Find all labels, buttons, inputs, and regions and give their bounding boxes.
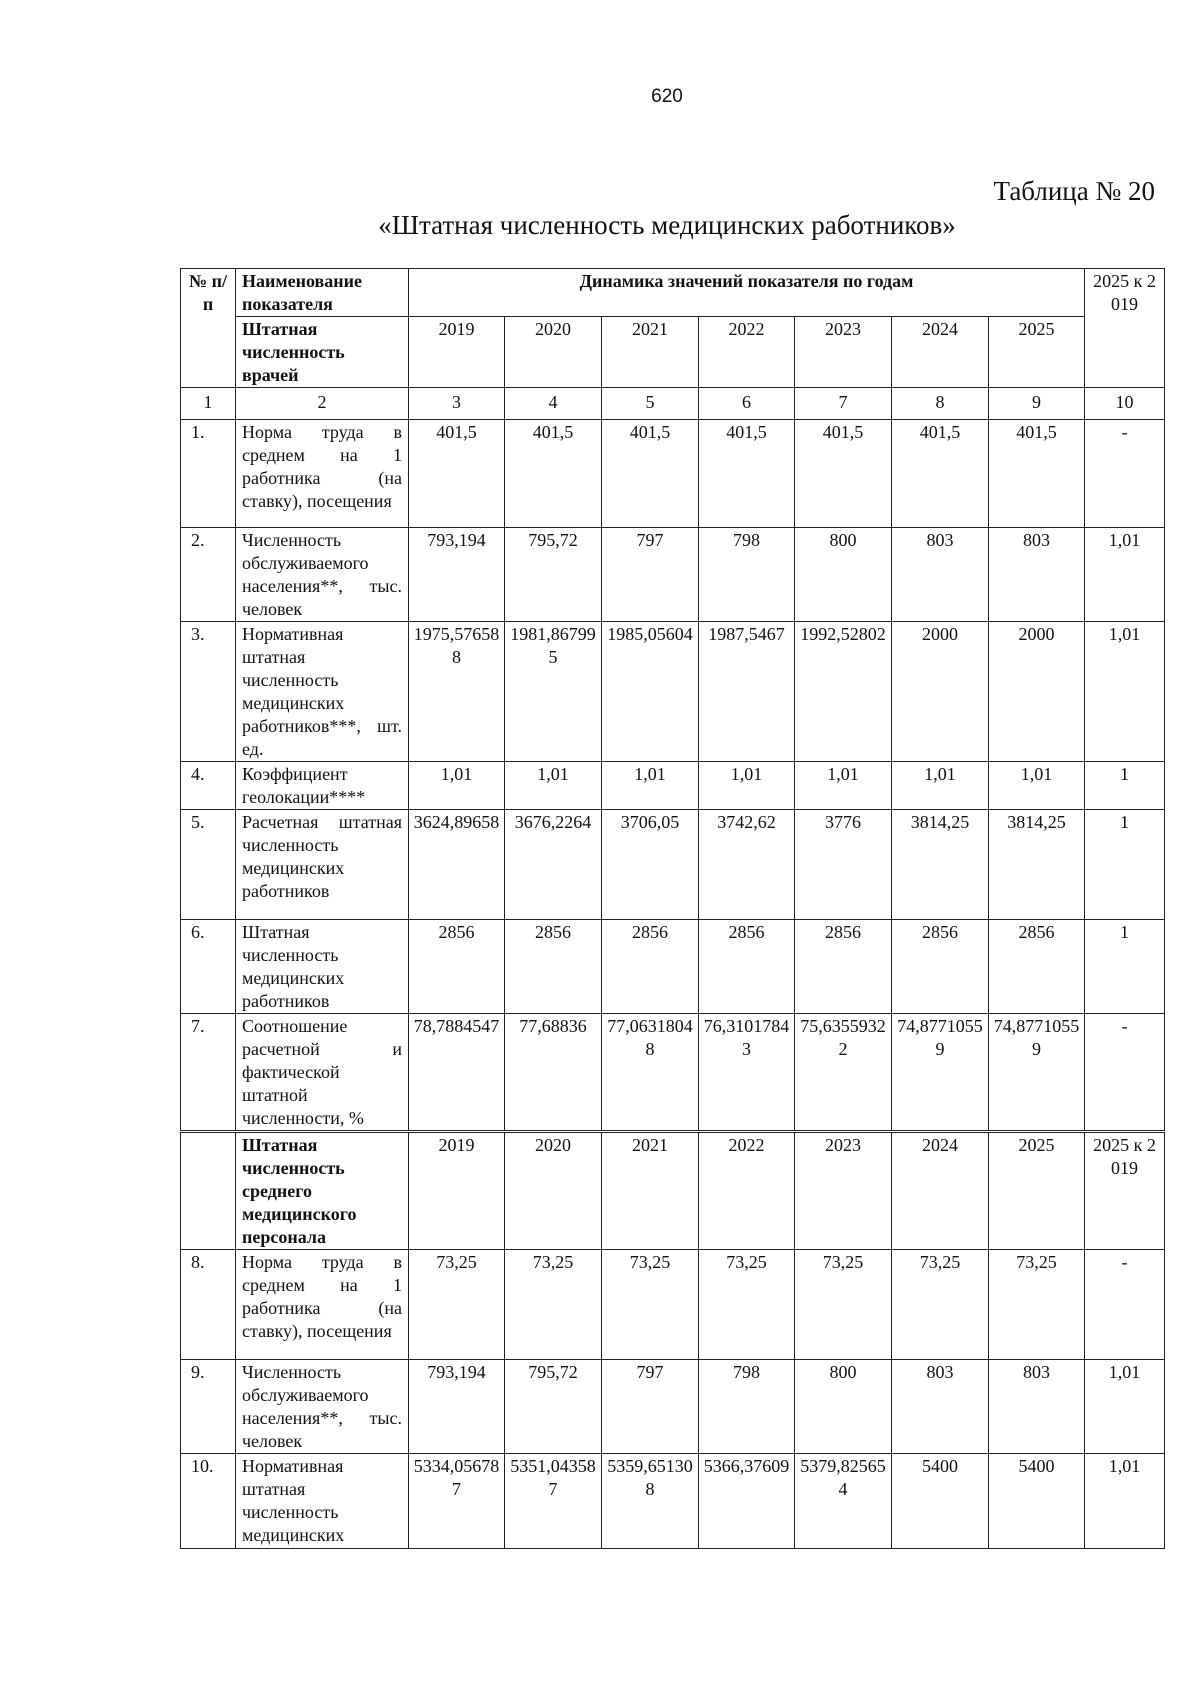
row-value: 2856 bbox=[602, 920, 699, 1014]
row-value: 795,72 bbox=[505, 528, 602, 622]
row-number: 1. bbox=[181, 420, 236, 528]
year-header: 2025 bbox=[989, 1132, 1085, 1250]
table-row bbox=[181, 1454, 1165, 1549]
row-name: Соотношение расчетной и фактической штатной численности, % bbox=[236, 1014, 409, 1132]
header-num-col: № п/п bbox=[181, 269, 236, 388]
row-value: 1975,576588 bbox=[409, 622, 505, 762]
row-value: 795,72 bbox=[505, 1360, 602, 1454]
row-value: 5379,825654 bbox=[795, 1454, 892, 1549]
column-index: 4 bbox=[505, 388, 602, 420]
year-header: 2020 bbox=[505, 317, 602, 388]
row-value: 3814,25 bbox=[892, 810, 989, 920]
page-number: 620 bbox=[651, 86, 683, 107]
table-row bbox=[181, 1360, 1165, 1454]
row-value: 78,7884547 bbox=[409, 1014, 505, 1132]
row-value: 800 bbox=[795, 1360, 892, 1454]
row-value: 73,25 bbox=[989, 1250, 1085, 1360]
year-header: 2019 bbox=[409, 317, 505, 388]
row-value: 1,01 bbox=[699, 762, 795, 810]
row-number: 3. bbox=[181, 622, 236, 762]
row-value: 2856 bbox=[505, 920, 602, 1014]
row-value: 2856 bbox=[699, 920, 795, 1014]
row-value: 74,87710559 bbox=[892, 1014, 989, 1132]
row-ratio: 1 bbox=[1085, 920, 1165, 1014]
row-number: 7. bbox=[181, 1014, 236, 1132]
header-dynamics-col: Динамика значений показателя по годам bbox=[409, 269, 1085, 317]
row-ratio: - bbox=[1085, 1014, 1165, 1132]
row-value: 75,63559322 bbox=[795, 1014, 892, 1132]
row-value: 3776 bbox=[795, 810, 892, 920]
year-header: 2022 bbox=[699, 1132, 795, 1250]
row-name: Нормативная штатная численность медицинских работников***, шт. ед. bbox=[236, 622, 409, 762]
row-value: 401,5 bbox=[989, 420, 1085, 528]
row-value: 73,25 bbox=[409, 1250, 505, 1360]
row-value: 1,01 bbox=[989, 762, 1085, 810]
row-ratio: 1,01 bbox=[1085, 1454, 1165, 1549]
row-ratio: 1,01 bbox=[1085, 1360, 1165, 1454]
row-value: 797 bbox=[602, 1360, 699, 1454]
section-nurses-ratio: 2025 к 2019 bbox=[1085, 1132, 1165, 1250]
year-header: 2021 bbox=[602, 1132, 699, 1250]
year-header: 2024 bbox=[892, 317, 989, 388]
row-value: 3814,25 bbox=[989, 810, 1085, 920]
row-value: 798 bbox=[699, 528, 795, 622]
table-row bbox=[181, 810, 1165, 920]
row-value: 5400 bbox=[989, 1454, 1085, 1549]
row-value: 2856 bbox=[409, 920, 505, 1014]
table-row bbox=[181, 762, 1165, 810]
row-value: 2856 bbox=[892, 920, 989, 1014]
row-value: 73,25 bbox=[892, 1250, 989, 1360]
row-ratio: 1,01 bbox=[1085, 622, 1165, 762]
row-name: Расчетная штатная численность медицинских работников bbox=[236, 810, 409, 920]
row-value: 401,5 bbox=[409, 420, 505, 528]
row-value: 803 bbox=[989, 1360, 1085, 1454]
row-value: 1987,5467 bbox=[699, 622, 795, 762]
section-nurses-row bbox=[181, 1132, 1165, 1250]
row-number: 5. bbox=[181, 810, 236, 920]
table-row bbox=[181, 1250, 1165, 1360]
row-name: Численность обслуживаемого населения**, тыс. человек bbox=[236, 528, 409, 622]
column-index: 10 bbox=[1085, 388, 1165, 420]
row-value: 1985,05604 bbox=[602, 622, 699, 762]
year-header: 2025 bbox=[989, 317, 1085, 388]
year-header: 2023 bbox=[795, 1132, 892, 1250]
row-value: 74,87710559 bbox=[989, 1014, 1085, 1132]
row-name: Численность обслуживаемого населения**, тыс. человек bbox=[236, 1360, 409, 1454]
row-value: 401,5 bbox=[699, 420, 795, 528]
column-index: 5 bbox=[602, 388, 699, 420]
row-number: 8. bbox=[181, 1250, 236, 1360]
table-row bbox=[181, 1014, 1165, 1132]
row-value: 797 bbox=[602, 528, 699, 622]
row-value: 5351,043587 bbox=[505, 1454, 602, 1549]
row-number: 9. bbox=[181, 1360, 236, 1454]
table-row bbox=[181, 420, 1165, 528]
year-header: 2024 bbox=[892, 1132, 989, 1250]
row-value: 1,01 bbox=[602, 762, 699, 810]
row-value: 2856 bbox=[989, 920, 1085, 1014]
row-value: 798 bbox=[699, 1360, 795, 1454]
row-value: 3706,05 bbox=[602, 810, 699, 920]
row-value: 76,31017843 bbox=[699, 1014, 795, 1132]
row-value: 2000 bbox=[892, 622, 989, 762]
row-value: 1,01 bbox=[505, 762, 602, 810]
row-value: 3742,62 bbox=[699, 810, 795, 920]
row-name: Норма труда в среднем на 1 работника (на ставку), посещения bbox=[236, 420, 409, 528]
row-value: 1,01 bbox=[409, 762, 505, 810]
row-value: 2000 bbox=[989, 622, 1085, 762]
row-name: Штатная численность медицинских работников bbox=[236, 920, 409, 1014]
row-value: 73,25 bbox=[699, 1250, 795, 1360]
row-value: 1,01 bbox=[892, 762, 989, 810]
row-value: 803 bbox=[989, 528, 1085, 622]
section-nurses-num bbox=[181, 1132, 236, 1250]
row-number: 10. bbox=[181, 1454, 236, 1549]
section-doctors-label: Штатная численность врачей bbox=[236, 317, 409, 388]
row-value: 803 bbox=[892, 1360, 989, 1454]
column-index: 7 bbox=[795, 388, 892, 420]
row-value: 3676,2264 bbox=[505, 810, 602, 920]
table-row bbox=[181, 622, 1165, 762]
row-value: 1992,52802 bbox=[795, 622, 892, 762]
row-ratio: 1,01 bbox=[1085, 528, 1165, 622]
table-row bbox=[181, 920, 1165, 1014]
column-index: 1 bbox=[181, 388, 236, 420]
row-value: 401,5 bbox=[505, 420, 602, 528]
column-index: 8 bbox=[892, 388, 989, 420]
row-name: Нормативная штатная численность медицинских bbox=[236, 1454, 409, 1549]
year-header: 2023 bbox=[795, 317, 892, 388]
row-ratio: - bbox=[1085, 1250, 1165, 1360]
row-value: 5359,651308 bbox=[602, 1454, 699, 1549]
table-row bbox=[181, 528, 1165, 622]
row-value: 77,06318048 bbox=[602, 1014, 699, 1132]
row-value: 5366,37609 bbox=[699, 1454, 795, 1549]
header-ratio-col: 2025 к 2019 bbox=[1085, 269, 1165, 388]
row-value: 1,01 bbox=[795, 762, 892, 810]
row-value: 1981,867995 bbox=[505, 622, 602, 762]
row-value: 401,5 bbox=[795, 420, 892, 528]
row-number: 4. bbox=[181, 762, 236, 810]
row-value: 401,5 bbox=[892, 420, 989, 528]
section-nurses-label: Штатная численность среднего медицинского персонала bbox=[236, 1132, 409, 1250]
row-value: 5400 bbox=[892, 1454, 989, 1549]
row-value: 73,25 bbox=[505, 1250, 602, 1360]
row-value: 793,194 bbox=[409, 1360, 505, 1454]
year-header: 2020 bbox=[505, 1132, 602, 1250]
column-index: 2 bbox=[236, 388, 409, 420]
row-value: 793,194 bbox=[409, 528, 505, 622]
year-header: 2022 bbox=[699, 317, 795, 388]
column-index: 9 bbox=[989, 388, 1085, 420]
column-index: 6 bbox=[699, 388, 795, 420]
table-title: «Штатная численность медицинских работников» bbox=[378, 210, 956, 240]
row-ratio: 1 bbox=[1085, 810, 1165, 920]
row-name: Коэффициент геолокации**** bbox=[236, 762, 409, 810]
row-value: 73,25 bbox=[602, 1250, 699, 1360]
year-header: 2019 bbox=[409, 1132, 505, 1250]
staffing-table bbox=[180, 268, 1165, 1549]
row-name: Норма труда в среднем на 1 работника (на ставку), посещения bbox=[236, 1250, 409, 1360]
table-number: Таблица № 20 bbox=[993, 176, 1155, 206]
row-ratio: - bbox=[1085, 420, 1165, 528]
row-value: 5334,056787 bbox=[409, 1454, 505, 1549]
row-value: 401,5 bbox=[602, 420, 699, 528]
row-value: 2856 bbox=[795, 920, 892, 1014]
row-value: 800 bbox=[795, 528, 892, 622]
column-index: 3 bbox=[409, 388, 505, 420]
row-value: 3624,89658 bbox=[409, 810, 505, 920]
header-name-col: Наименование показателя bbox=[236, 269, 409, 317]
row-value: 803 bbox=[892, 528, 989, 622]
row-ratio: 1 bbox=[1085, 762, 1165, 810]
year-header: 2021 bbox=[602, 317, 699, 388]
row-value: 77,68836 bbox=[505, 1014, 602, 1132]
row-number: 6. bbox=[181, 920, 236, 1014]
row-value: 73,25 bbox=[795, 1250, 892, 1360]
row-number: 2. bbox=[181, 528, 236, 622]
